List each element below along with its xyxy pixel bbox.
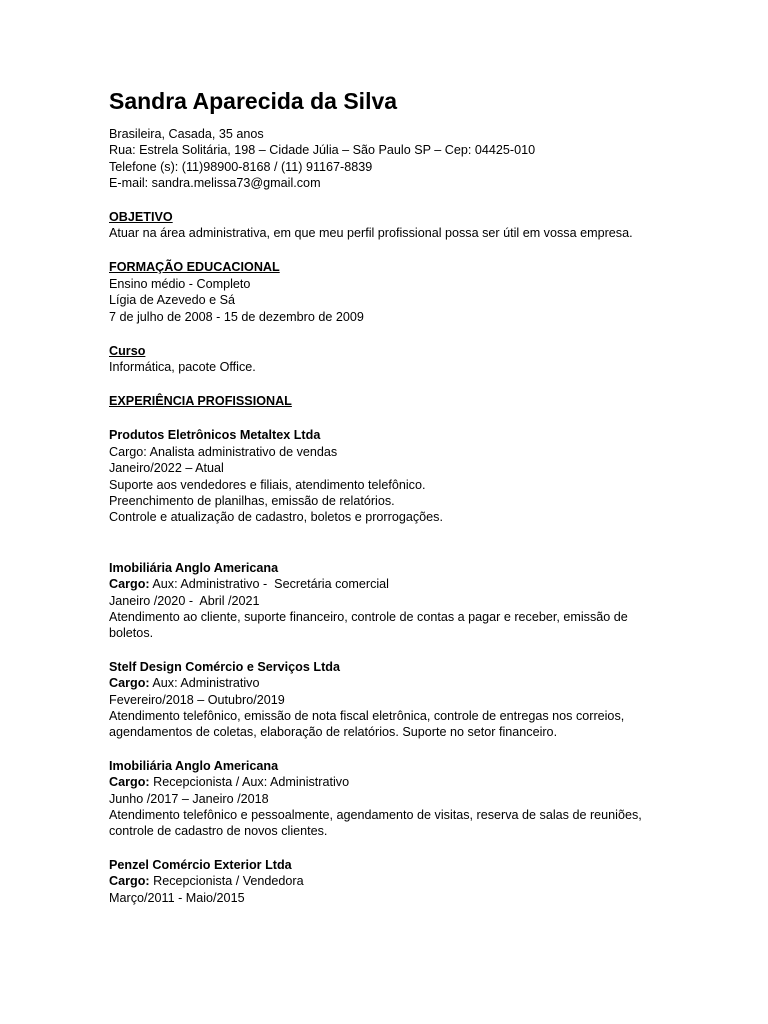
objective-text: Atuar na área administrativa, em que meu perfil profissional possa ser útil em vossa empresa. — [109, 226, 633, 241]
education-heading: FORMAÇÃO EDUCACIONAL — [109, 260, 280, 275]
personal-info: Brasileira, Casada, 35 anos — [109, 127, 264, 141]
job-period: Janeiro /2020 - Abril /2021 — [109, 593, 260, 608]
personal-address: Rua: Estrela Solitária, 198 – Cidade Júlia – São Paulo SP – Cep: 04425-010 — [109, 143, 536, 158]
job-company: Imobiliária Anglo Americana — [109, 560, 279, 575]
role-label: Cargo: — [109, 676, 150, 691]
job-description: Preenchimento de planilhas, emissão de relatórios. — [109, 493, 395, 508]
experience-heading: EXPERIÊNCIA PROFISSIONAL — [109, 393, 292, 408]
job-period: Janeiro/2022 – Atual — [109, 461, 224, 476]
job-company: Penzel Comércio Exterior Ltda — [109, 857, 292, 872]
job-role — [109, 873, 669, 889]
role-label: Cargo: — [109, 874, 150, 889]
job-role — [109, 675, 669, 691]
personal-phone: Telefone (s): (11)98900-8168 / (11) 91167-8839 — [109, 159, 373, 174]
objective-heading: OBJETIVO — [109, 209, 173, 224]
course-heading: Curso — [109, 344, 146, 359]
education-level: Ensino médio - Completo — [109, 276, 251, 291]
job-description: Atendimento ao cliente, suporte financeiro, controle de contas a pagar e receber, emissão de boletos. — [109, 609, 628, 641]
role-value: Recepcionista / Vendedora — [149, 874, 304, 889]
job-description: Suporte aos vendedores e filiais, atendimento telefônico. — [109, 477, 426, 492]
job-role — [109, 576, 669, 592]
job-company: Produtos Eletrônicos Metaltex Ltda — [109, 428, 321, 443]
resume-content — [109, 86, 669, 906]
job-company: Imobiliária Anglo Americana — [109, 758, 279, 773]
job-role — [109, 774, 669, 790]
resume-name: Sandra Aparecida da Silva — [109, 88, 398, 114]
role-value: Aux: Administrativo — [149, 676, 260, 691]
job-role: Cargo: Analista administrativo de vendas — [109, 444, 338, 459]
job-period: Março/2011 - Maio/2015 — [109, 890, 245, 905]
job-period: Fevereiro/2018 – Outubro/2019 — [109, 692, 285, 707]
role-value: Recepcionista / Aux: Administrativo — [149, 775, 350, 790]
job-company: Stelf Design Comércio e Serviços Ltda — [109, 659, 340, 674]
course-text: Informática, pacote Office. — [109, 360, 256, 375]
job-description: Controle e atualização de cadastro, boletos e prorrogações. — [109, 510, 443, 525]
job-description: Atendimento telefônico, emissão de nota fiscal eletrônica, controle de entregas nos correios, agendamentos de coletas, elaboração de relatórios. Suporte no setor financeiro. — [109, 708, 625, 740]
job-description: Atendimento telefônico e pessoalmente, agendamento de visitas, reserva de salas de reuniões, controle de cadastro de novos clientes. — [109, 808, 642, 839]
personal-email: E-mail: sandra.melissa73@gmail.com — [109, 176, 321, 191]
role-label: Cargo: — [109, 775, 150, 790]
role-value: Aux: Administrativo - Secretária comercial — [149, 577, 389, 592]
job-period: Junho /2017 – Janeiro /2018 — [109, 791, 269, 806]
education-period: 7 de julho de 2008 - 15 de dezembro de 2009 — [109, 309, 364, 324]
role-label: Cargo: — [109, 577, 150, 592]
education-school: Lígia de Azevedo e Sá — [109, 293, 236, 308]
